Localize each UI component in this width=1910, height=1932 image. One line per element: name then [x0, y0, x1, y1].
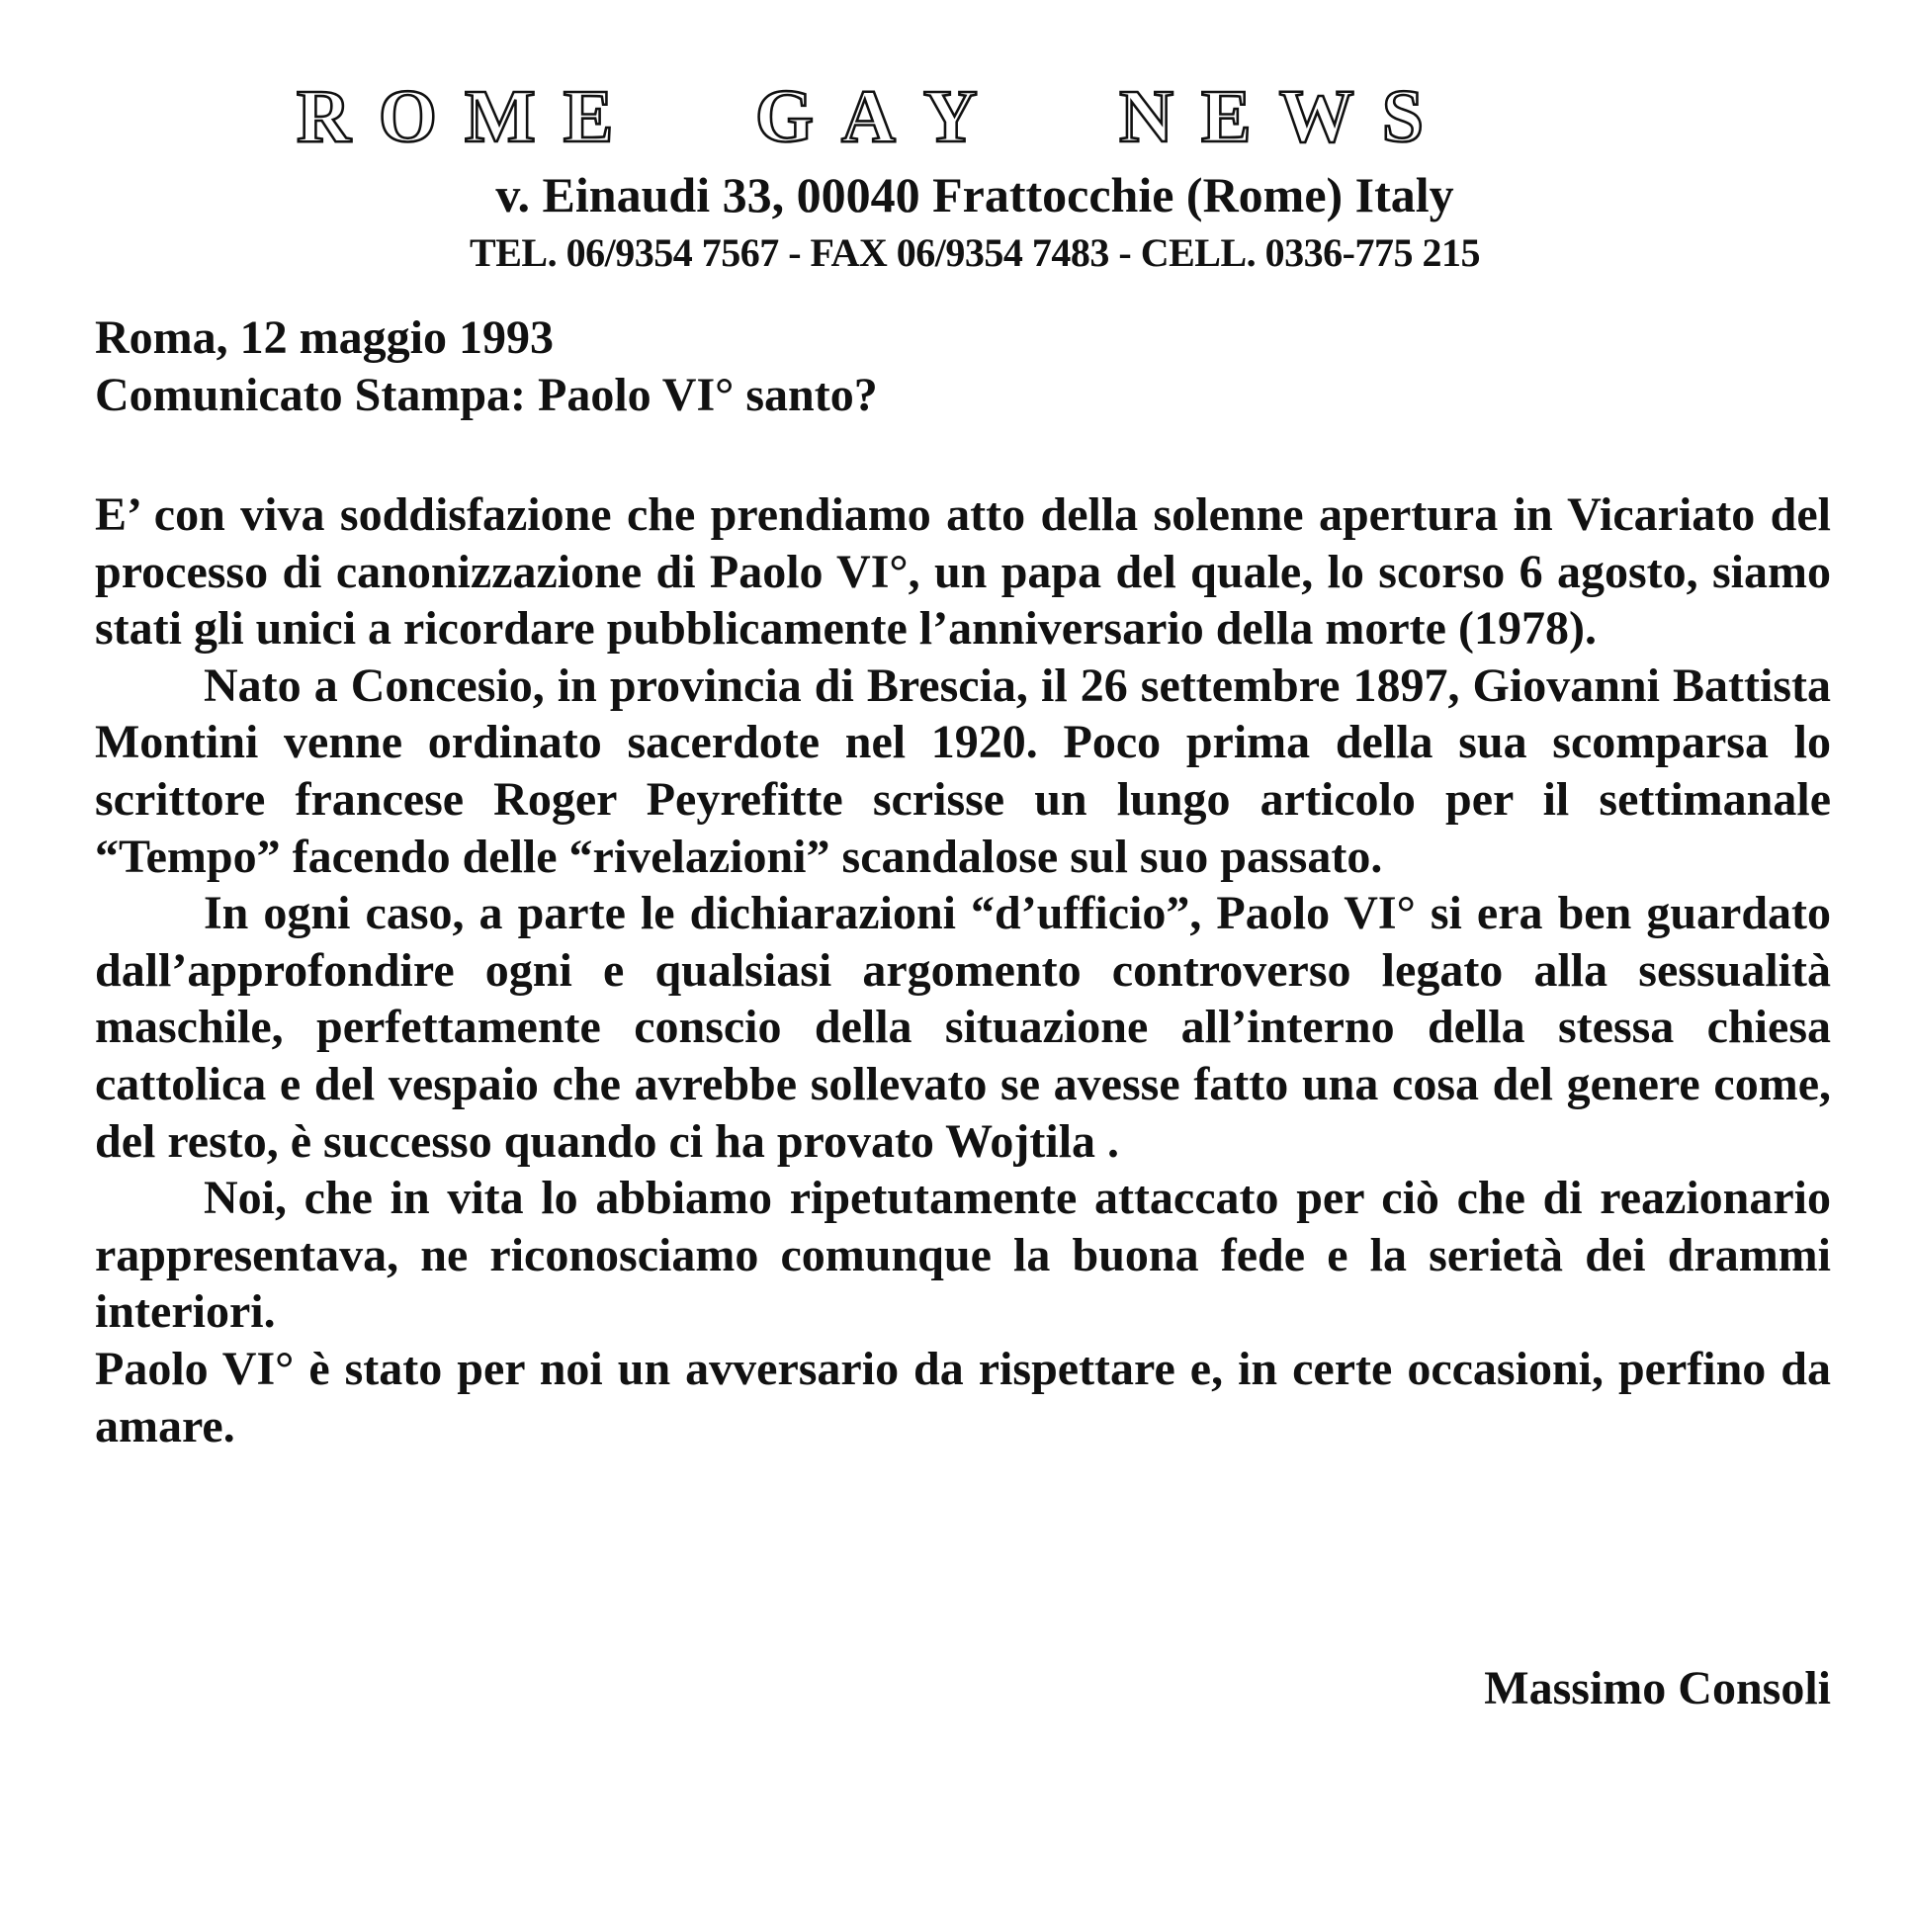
paragraph-2: Nato a Concesio, in provincia di Brescia, il 26 settembre 1897, Giovanni Battista Montini venne ordinato sacerdote nel 1920. Poco prima della sua scomparsa lo scrittore francese Roger Peyrefitte scrisse un lungo articolo per il settimanale “Tempo” facendo delle “rivelazioni” scandalose sul suo passato. [95, 659, 1831, 883]
paragraph-1: E’ con viva soddisfazione che prendiamo atto della solenne apertura in Vicariato del processo di canonizzazione di Paolo VI°, un papa del quale, lo scorso 6 agosto, siamo stati gli unici a ricordare pubblicamente l’anniversario della morte (1978). [95, 488, 1831, 656]
letter-date: Roma, 12 maggio 1993 [95, 311, 554, 364]
address-line: v. Einaudi 33, 00040 Frattocchie (Rome) Italy [495, 167, 1454, 222]
paragraph-4: Noi, che in vita lo abbiamo ripetutamente attaccato per ciò che di reazionario rappresentava, ne riconosciamo comunque la buona fede e la serietà dei drammi interiori. [95, 1172, 1831, 1339]
paragraph-5: Paolo VI° è stato per noi un avversario da rispettare e, in certe occasioni, perfino da amare. [95, 1342, 1831, 1452]
masthead [297, 74, 1424, 158]
contact-numbers: TEL. 06/9354 7567 - FAX 06/9354 7483 - CELL. 0336-775 215 [470, 230, 1480, 275]
masthead-word-gay: G A Y [754, 74, 978, 158]
letter-subject: Comunicato Stampa: Paolo VI° santo? [95, 369, 878, 421]
masthead-word-news: N E W S [1119, 74, 1424, 158]
masthead-word-rome: R O M E [297, 74, 614, 158]
letter-body [95, 486, 1831, 1454]
paragraph-3: In ogni caso, a parte le dichiarazioni “d’ufficio”, Paolo VI° si era ben guardato dall’approfondire ogni e qualsiasi argomento controverso legato alla sessualità maschile, perfettamente conscio della situazione all’interno della stessa chiesa cattolica e del vespaio che avrebbe sollevato se avesse fatto una cosa del genere come, del resto, è successo quando ci ha provato Wojtila . [95, 887, 1831, 1168]
signature: Massimo Consoli [1484, 1662, 1831, 1714]
